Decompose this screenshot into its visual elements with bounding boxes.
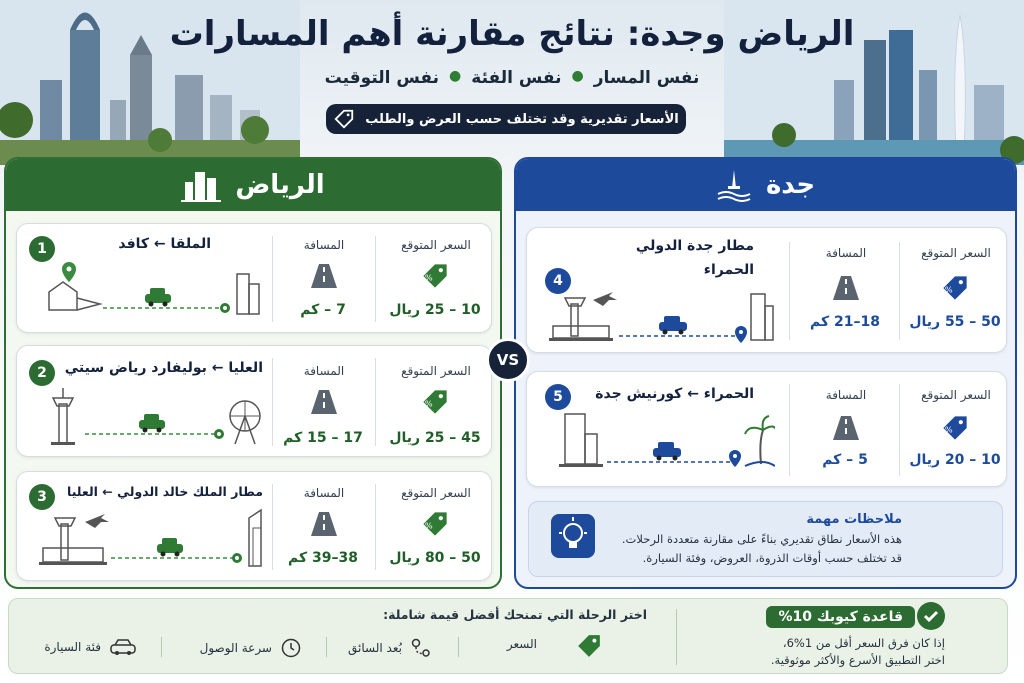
column-divider: [789, 242, 790, 340]
clock-icon: [280, 637, 302, 659]
distance-value: 38–39 كم: [288, 550, 358, 566]
route-name: الملقا ← كافد: [118, 236, 211, 252]
location-pin-icon: [220, 303, 230, 313]
road-icon: [833, 276, 859, 300]
route-card-2[interactable]: [16, 345, 492, 457]
house-icon: [49, 282, 100, 310]
price-tag-icon: [576, 633, 602, 659]
road-icon: [833, 416, 859, 440]
route-name: مطار الملك خالد الدولي ← العليا: [67, 484, 263, 499]
column-divider: [272, 236, 273, 322]
price-disclaimer-pill: [326, 104, 686, 134]
route-name: العليا ← بوليفارد رياض سيتي: [64, 360, 263, 376]
price-label: السعر المتوقع: [401, 364, 471, 378]
check-icon: [917, 602, 945, 630]
route-card-4[interactable]: [526, 227, 1007, 353]
price-value: 10 – 20 ريال: [909, 452, 1001, 468]
factor-price-label: السعر: [506, 637, 537, 651]
route-illustration: [39, 508, 265, 570]
factor-divider: [326, 637, 327, 657]
svg-text:%: %: [944, 284, 953, 295]
road-icon: [311, 512, 337, 536]
factor-driver-distance: [348, 637, 432, 659]
airport-tower-icon: [51, 388, 75, 445]
column-divider: [899, 242, 900, 340]
price-tag-icon: [941, 414, 969, 442]
route-illustration: [45, 386, 265, 446]
column-divider: [375, 236, 376, 322]
distance-value: 5 – كم: [822, 452, 868, 468]
cashback-rule-badge: قاعدة كيوبك 10%: [766, 606, 915, 628]
route-name: الحمراء ← كورنيش جدة: [595, 386, 754, 402]
page-title: الرياض وجدة: نتائج مقارنة أهم المسارات: [169, 14, 855, 54]
column-divider: [899, 384, 900, 476]
factor-arrival-speed: [200, 637, 302, 659]
building-icon: [559, 414, 603, 467]
road-icon: [311, 390, 337, 414]
route-card-5[interactable]: [526, 371, 1007, 487]
price-disclaimer-text: الأسعار تقديرية وقد تختلف حسب العرض والطلب: [365, 111, 679, 127]
price-tag-icon: [421, 388, 449, 416]
jeddah-title: جدة: [765, 170, 816, 200]
car-icon: [659, 316, 687, 335]
airplane-icon: [593, 292, 617, 306]
svg-text:%: %: [424, 520, 433, 531]
route-illustration: [549, 290, 775, 346]
column-divider: [375, 358, 376, 446]
route-card-3[interactable]: [16, 471, 492, 581]
route-pin-icon: [410, 637, 432, 659]
svg-text:%: %: [944, 424, 953, 435]
choose-best-value-heading: اختر الرحلة التي تمنحك أفضل قيمة شاملة:: [383, 607, 647, 622]
location-pin-icon: [735, 326, 747, 343]
building-icon: [751, 294, 773, 340]
column-divider: [789, 384, 790, 476]
route-number-badge: 4: [545, 268, 571, 294]
price-value: 50 – 55 ريال: [909, 314, 1001, 330]
notes-line-2: قد تختلف حسب أوقات الذروة، العروض، وفئة السيارة.: [642, 551, 902, 565]
footer-divider: [676, 609, 677, 665]
comparison-criteria: [312, 68, 712, 88]
building-icon: [181, 168, 221, 202]
price-value: 45 – 25 ريال: [389, 430, 481, 446]
route-card-1[interactable]: [16, 223, 492, 333]
price-tag-icon: [421, 510, 449, 538]
vs-badge: VS: [486, 338, 530, 382]
route-number-badge: 5: [545, 384, 571, 410]
price-label: السعر المتوقع: [921, 246, 991, 260]
building-icon: [237, 274, 259, 314]
location-pin-icon: [232, 553, 242, 563]
cashback-rule-text: [705, 635, 945, 669]
location-pin-icon: [214, 429, 224, 439]
car-icon: [139, 414, 165, 433]
car-icon: [653, 442, 681, 461]
distance-value: 7 – كم: [300, 302, 346, 318]
jeddah-panel: [514, 157, 1017, 589]
jeddah-panel-header: [516, 159, 1015, 211]
riyadh-panel: [4, 157, 502, 589]
cashback-line-2: اختر التطبيق الأسرع والأكثر موثوقية.: [770, 653, 945, 667]
fountain-icon: [716, 168, 752, 202]
route-illustration: [549, 412, 775, 472]
column-divider: [272, 358, 273, 446]
header: [0, 0, 1024, 150]
factor-price: [507, 637, 537, 651]
bullet-dot: ●: [449, 68, 462, 84]
route-name-line-1: مطار جدة الدولي: [635, 238, 754, 254]
column-divider: [272, 484, 273, 570]
price-label: السعر المتوقع: [401, 238, 471, 252]
criteria-same-route: نفس المسار: [593, 68, 700, 88]
factor-arrival-speed-label: سرعة الوصول: [199, 641, 272, 655]
factor-car-class: [44, 637, 137, 657]
price-label: السعر المتوقع: [921, 388, 991, 402]
distance-label: المسافة: [303, 486, 345, 500]
price-tag-icon: [941, 274, 969, 302]
distance-value: 17 – 15 كم: [283, 430, 363, 446]
route-name-line-2: الحمراء: [703, 262, 754, 278]
route-illustration: [45, 262, 265, 320]
factor-divider: [458, 637, 459, 657]
price-value: 10 – 25 ريال: [389, 302, 481, 318]
notes-title: ملاحظات مهمة: [806, 512, 902, 527]
route-number-badge: 3: [29, 484, 55, 510]
distance-label: المسافة: [303, 238, 345, 252]
important-notes-box: [528, 501, 1003, 577]
distance-label: المسافة: [303, 364, 345, 378]
distance-value: 18–21 كم: [810, 314, 880, 330]
route-number-badge: 2: [29, 360, 55, 386]
route-number-badge: 1: [29, 236, 55, 262]
riyadh-panel-header: [6, 159, 500, 211]
building-icon: [249, 510, 261, 566]
criteria-same-time: نفس التوقيت: [324, 68, 440, 88]
price-tag-icon: [333, 108, 355, 130]
car-icon: [145, 288, 171, 307]
distance-label: المسافة: [825, 388, 867, 402]
ferris-wheel-icon: [230, 401, 260, 444]
price-tag-icon: [421, 262, 449, 290]
palm-tree-icon: [745, 416, 775, 466]
bullet-dot: ●: [571, 68, 584, 84]
svg-text:%: %: [424, 398, 433, 409]
car-icon: [157, 538, 183, 557]
notes-body: [582, 530, 902, 568]
car-icon: [109, 637, 137, 657]
column-divider: [375, 484, 376, 570]
criteria-same-class: نفس الفئة: [471, 68, 562, 88]
factor-divider: [161, 637, 162, 657]
notes-line-1: هذه الأسعار نطاق تقديري بناءً على مقارنة متعددة الرحلات.: [621, 532, 902, 546]
factor-car-class-label: فئة السيارة: [44, 640, 101, 654]
riyadh-title: الرياض: [235, 170, 325, 200]
location-pin-icon: [729, 450, 741, 467]
svg-text:%: %: [424, 272, 433, 283]
price-label: السعر المتوقع: [401, 486, 471, 500]
price-value: 50 – 80 ريال: [389, 550, 481, 566]
factor-driver-distance-label: بُعد السائق: [348, 641, 402, 655]
distance-label: المسافة: [825, 246, 867, 260]
cashback-line-1: إذا كان فرق السعر أقل من 1%6،: [782, 636, 945, 650]
airplane-icon: [85, 514, 109, 528]
footer-tips: [8, 598, 1008, 674]
road-icon: [311, 264, 337, 288]
location-pin-icon: [62, 262, 76, 282]
